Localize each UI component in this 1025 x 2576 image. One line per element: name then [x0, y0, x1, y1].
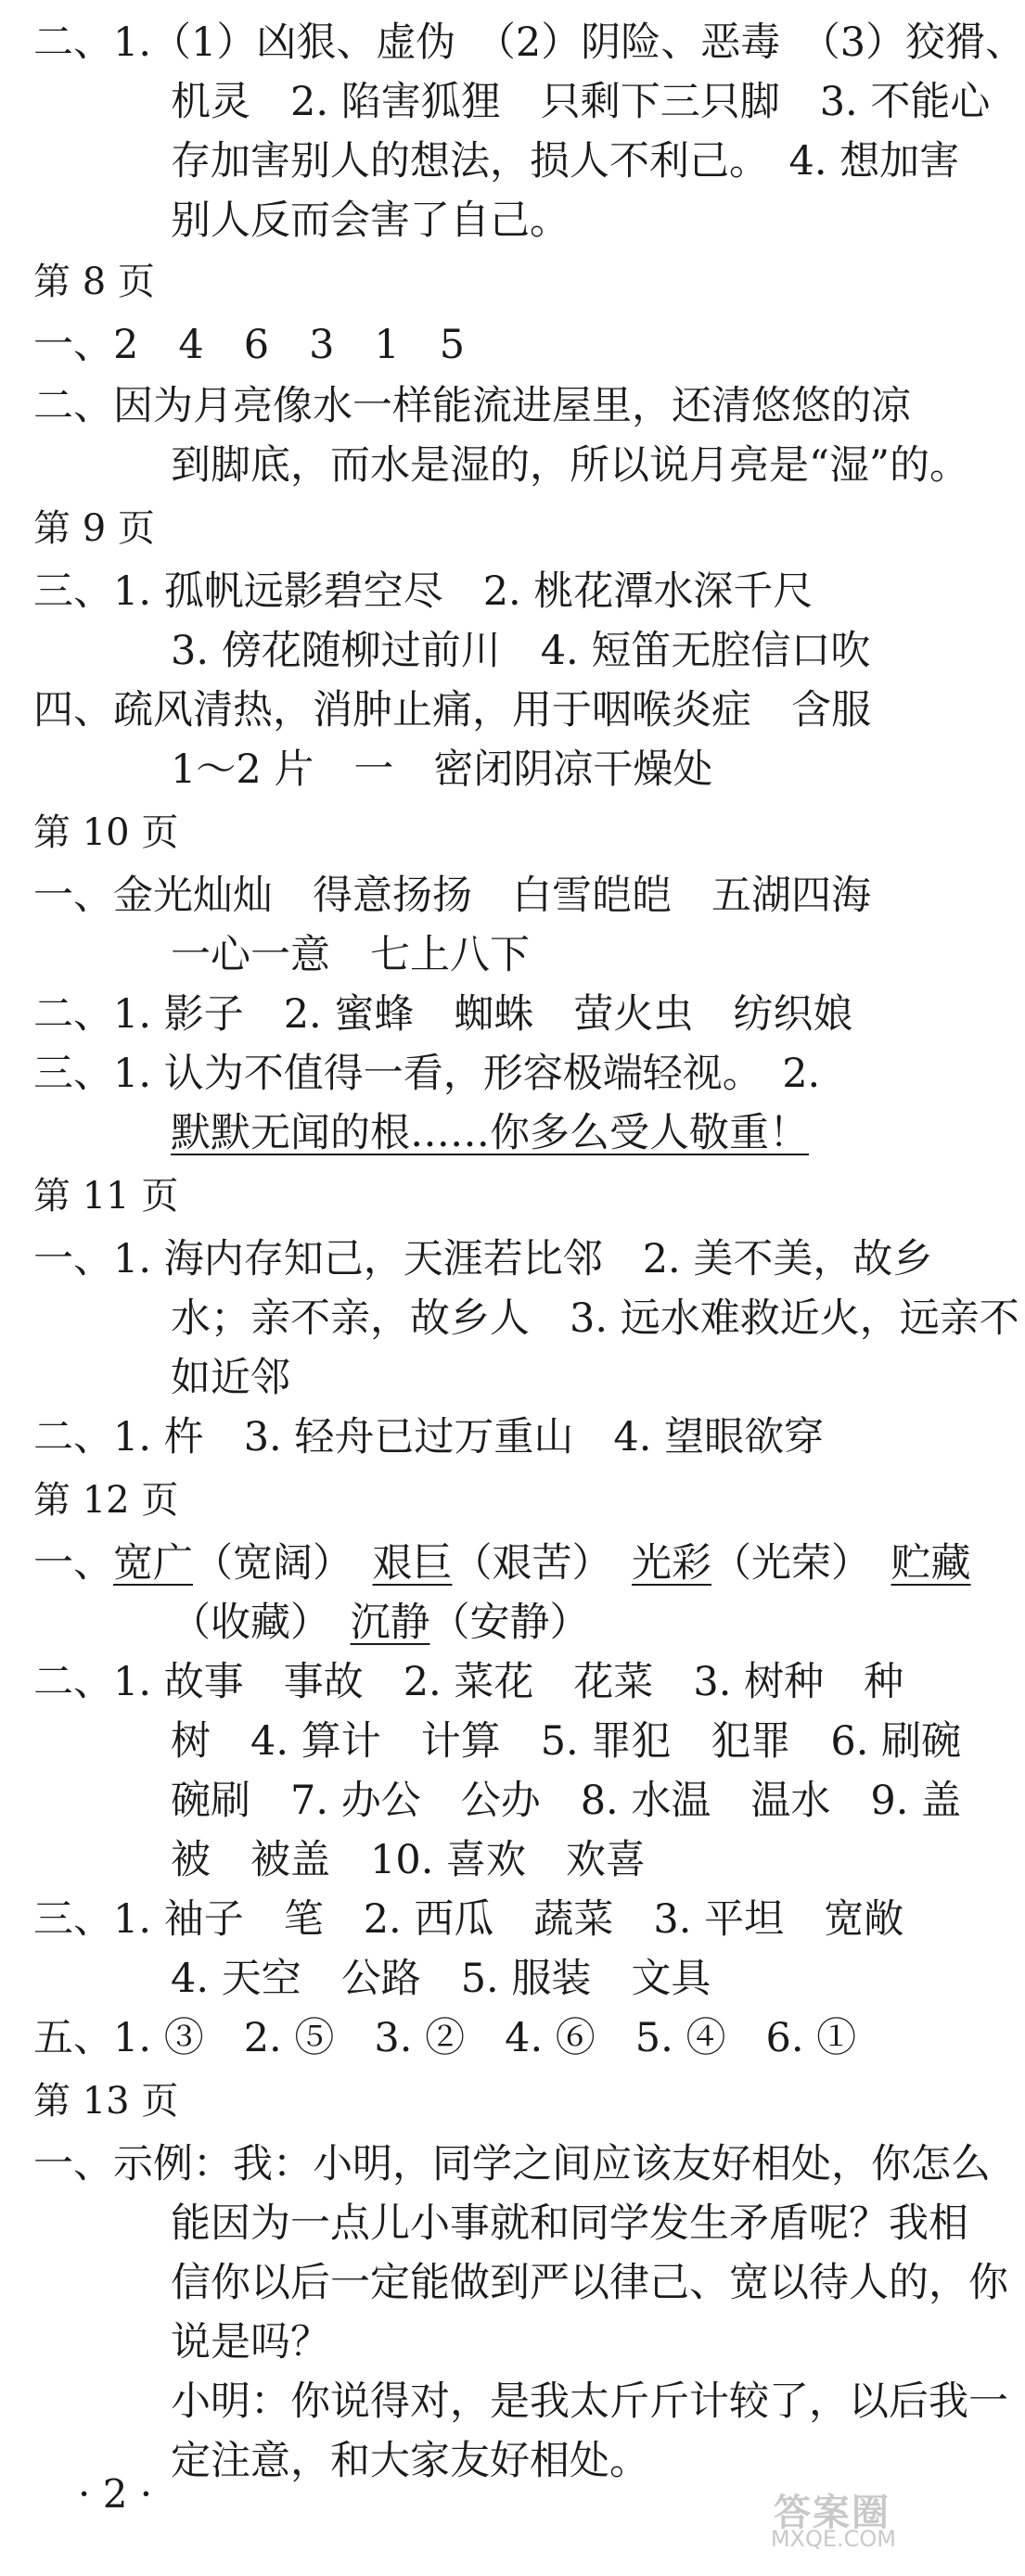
text-line: 存加害别人的想法，损人不利己。 4. 想加害 — [171, 138, 960, 185]
underlined-word: 艰巨 — [372, 1540, 453, 1587]
text-line: 信你以后一定能做到严以律己、宽以待人的，你 — [171, 2260, 1008, 2306]
text-line: 机灵 2. 陷害狐狸 只剩下三只脚 3. 不能心 — [171, 79, 991, 125]
page-number: · 2 · — [78, 2471, 153, 2517]
text-line: 二、因为月亮像水一样能流进屋里，还清悠悠的凉 — [33, 383, 911, 429]
text-line: 定注意，和大家友好相处。 — [171, 2438, 649, 2484]
text-line: 五、1. ③ 2. ⑤ 3. ② 4. ⑥ 5. ④ 6. ① — [33, 2015, 857, 2061]
synonym: （收藏） — [171, 1600, 351, 1646]
synonym: （艰苦） — [452, 1540, 632, 1587]
page-heading: 第 13 页 — [33, 2080, 179, 2123]
text-line: 一心一意 七上八下 — [171, 932, 530, 978]
text-line: 小明：你说得对，是我太斤斤计较了，以后我一 — [171, 2378, 1008, 2425]
text-line: 一、1. 海内存知己，天涯若比邻 2. 美不美，故乡 — [33, 1236, 933, 1282]
text-line: 一、示例：我：小明，同学之间应该友好相处，你怎么 — [33, 2141, 991, 2187]
page-heading: 第 8 页 — [33, 261, 155, 303]
text-line: 到脚底，而水是湿的，所以说月亮是“湿”的。 — [171, 442, 969, 489]
text-line: 三、1. 袖子 笔 2. 西瓜 蔬菜 3. 平坦 宽敞 — [33, 1896, 904, 1943]
watermark-logo — [724, 2483, 900, 2556]
text-line: 3. 傍花随柳过前川 4. 短笛无腔信口吹 — [171, 628, 871, 674]
page-heading: 第 11 页 — [33, 1175, 179, 1218]
text-line: 三、1. 认为不值得一看，形容极端轻视。 2. — [33, 1051, 821, 1097]
text-line: 二、1. 影子 2. 蜜蜂 蜘蛛 萤火虫 纺织娘 — [33, 991, 853, 1038]
text-line: 水；亲不亲，故乡人 3. 远水难救近火，远亲不 — [171, 1295, 1019, 1342]
text-line-mixed — [171, 1593, 590, 1652]
text-line: 说是吗？ — [171, 2319, 330, 2366]
text-line: 二、1.（1）凶狠、虚伪 （2）阴险、恶毒 （3）狡猾、 — [33, 19, 1025, 66]
underlined-word: 沉静 — [350, 1600, 430, 1646]
watermark-url: MXQE.COM — [770, 2526, 896, 2552]
text-line: 别人反而会害了自己。 — [171, 198, 570, 244]
synonym: （宽阔） — [193, 1540, 373, 1587]
text-line: 四、疏风清热，消肿止痛，用于咽喉炎症 含服 — [33, 687, 871, 733]
text-line: 1～2 片 一 密闭阴凉干燥处 — [171, 746, 713, 793]
underlined-answer: 默默无闻的根……你多么受人敬重！ — [171, 1110, 809, 1156]
line-prefix: 一、 — [33, 1540, 113, 1587]
underlined-word: 宽广 — [113, 1540, 193, 1587]
synonym: （光荣） — [711, 1540, 891, 1587]
text-line-mixed — [33, 1534, 971, 1593]
text-line: 二、1. 杵 3. 轻舟已过万重山 4. 望眼欲穿 — [33, 1414, 825, 1460]
text-line: 4. 天空 公路 5. 服装 文具 — [171, 1956, 711, 2002]
text-line: 被 被盖 10. 喜欢 欢喜 — [171, 1837, 647, 1883]
underlined-word: 贮藏 — [890, 1540, 971, 1587]
text-line: 如近邻 — [171, 1355, 290, 1401]
watermark-text: 答案圈 — [774, 2491, 890, 2534]
text-line: 一、金光灿灿 得意扬扬 白雪皑皑 五湖四海 — [33, 873, 871, 919]
page-heading: 第 9 页 — [33, 507, 155, 550]
text-line: 二、1. 故事 事故 2. 菜花 花菜 3. 树种 种 — [33, 1659, 904, 1705]
text-line: 能因为一点儿小事就和同学发生矛盾呢？我相 — [171, 2200, 968, 2247]
synonym: （安静） — [429, 1600, 590, 1646]
text-line: 碗刷 7. 办公 公办 8. 水温 温水 9. 盖 — [171, 1778, 962, 1824]
underlined-word: 光彩 — [632, 1540, 711, 1587]
text-line: 一、2 4 6 3 1 5 — [33, 322, 466, 368]
page-heading: 第 12 页 — [33, 1479, 179, 1522]
page-heading: 第 10 页 — [33, 811, 179, 854]
text-line: 树 4. 算计 计算 5. 罪犯 犯罪 6. 刷碗 — [171, 1718, 962, 1765]
text-line: 三、1. 孤帆远影碧空尽 2. 桃花潭水深千尺 — [33, 568, 814, 615]
